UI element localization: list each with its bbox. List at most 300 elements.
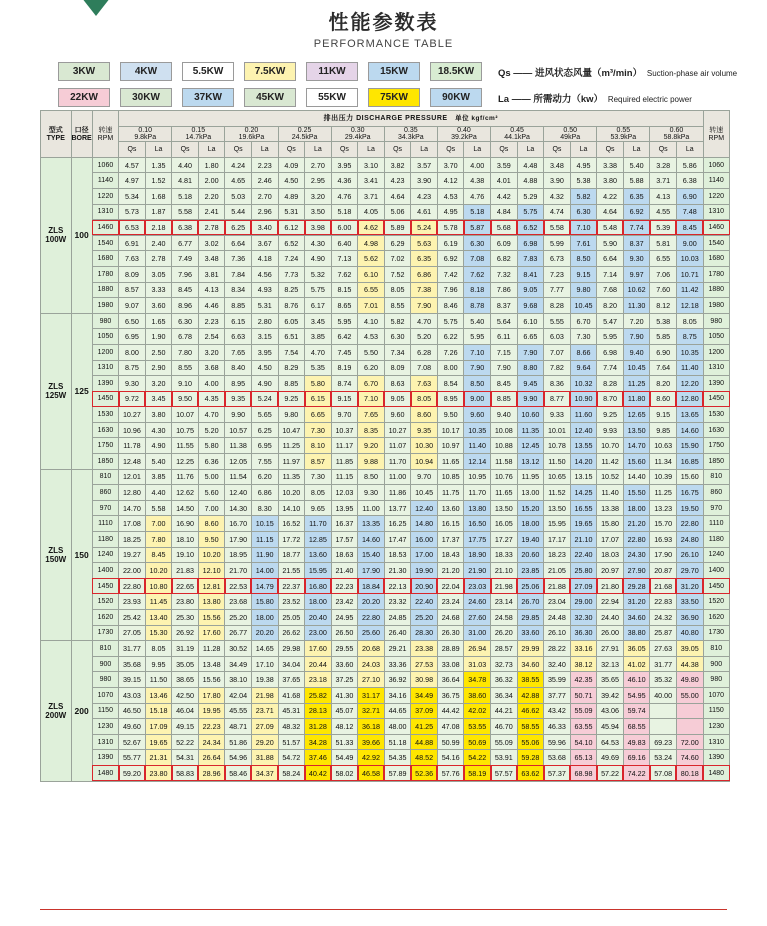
cell-la: 8.66 [570, 344, 597, 360]
cell-la: 13.80 [198, 594, 225, 610]
cell-la: 3.90 [411, 173, 438, 189]
cell-qs: 26.62 [278, 625, 305, 641]
cell-qs: 27.05 [119, 625, 146, 641]
cell-la: 4.48 [517, 157, 544, 173]
cell-qs: 4.74 [544, 204, 571, 220]
cell-la: 68.98 [570, 765, 597, 781]
cell-la [676, 703, 703, 719]
cell-qs: 46.04 [172, 703, 199, 719]
cell-la: 5.62 [358, 251, 385, 267]
cell-qs [650, 703, 677, 719]
cell-qs: 7.63 [119, 251, 146, 267]
cell-la: 15.18 [145, 703, 172, 719]
row-rpm-left: 970 [92, 500, 118, 516]
cell-qs: 6.40 [331, 235, 358, 251]
cell-la: 3.60 [145, 298, 172, 314]
cell-qs: 11.17 [331, 438, 358, 454]
cell-qs: 50.99 [437, 734, 464, 750]
cell-la: 27.60 [464, 610, 491, 626]
cell-la: 2.90 [145, 360, 172, 376]
cell-la: 6.95 [251, 438, 278, 454]
cell-la: 7.30 [305, 469, 332, 485]
cell-la: 6.36 [198, 454, 225, 470]
cell-qs: 41.30 [331, 687, 358, 703]
cell-qs: 12.80 [119, 485, 146, 501]
cell-la: 7.10 [358, 391, 385, 407]
cell-la: 12.40 [411, 500, 438, 516]
cell-qs: 8.95 [437, 391, 464, 407]
cell-qs: 33.60 [331, 656, 358, 672]
cell-qs: 8.05 [384, 282, 411, 298]
cell-qs: 11.97 [278, 454, 305, 470]
cell-qs: 7.06 [650, 266, 677, 282]
cell-la: 10.35 [464, 422, 491, 438]
cell-qs: 36.92 [384, 672, 411, 688]
cell-la: 5.35 [305, 360, 332, 376]
cell-la: 41.25 [411, 719, 438, 735]
cell-qs: 21.55 [278, 563, 305, 579]
cell-qs: 10.07 [172, 407, 199, 423]
cell-la: 22.80 [358, 610, 385, 626]
cell-la: 8.05 [305, 485, 332, 501]
cell-la: 16.50 [464, 516, 491, 532]
cell-la: 8.18 [464, 282, 491, 298]
cell-la: 9.35 [411, 422, 438, 438]
cell-la: 9.88 [358, 454, 385, 470]
cell-la: 9.05 [517, 282, 544, 298]
cell-qs: 9.15 [331, 391, 358, 407]
row-rpm-right: 1310 [703, 204, 729, 220]
cell-qs: 13.77 [384, 500, 411, 516]
cell-la: 7.61 [570, 235, 597, 251]
cell-qs: 6.51 [278, 329, 305, 345]
cell-qs: 58.24 [278, 765, 305, 781]
cell-la: 10.90 [570, 391, 597, 407]
cell-la: 13.48 [198, 656, 225, 672]
cell-la: 5.58 [145, 500, 172, 516]
cell-qs: 21.10 [491, 563, 518, 579]
cell-la: 10.15 [251, 516, 278, 532]
cell-qs: 7.14 [597, 266, 624, 282]
cell-qs: 6.05 [278, 313, 305, 329]
cell-la: 7.00 [145, 516, 172, 532]
cell-la: 19.65 [570, 516, 597, 532]
cell-la: 8.60 [198, 516, 225, 532]
cell-la: 4.46 [198, 298, 225, 314]
cell-qs: 45.55 [225, 703, 252, 719]
row-rpm-right: 1310 [703, 360, 729, 376]
cell-qs: 44.42 [437, 703, 464, 719]
cell-qs: 5.18 [172, 188, 199, 204]
cell-la: 10.45 [570, 298, 597, 314]
cell-la: 9.64 [570, 360, 597, 376]
cell-la: 4.00 [464, 157, 491, 173]
la-header-3: La [305, 142, 332, 158]
pressure-col-0.20: 0.20 19.6kPa [225, 126, 278, 142]
cell-qs: 16.25 [384, 516, 411, 532]
cell-la: 23.38 [411, 641, 438, 657]
cell-la: 28.96 [198, 765, 225, 781]
cell-qs: 24.40 [597, 610, 624, 626]
cell-qs: 11.65 [437, 454, 464, 470]
row-rpm-right: 1540 [703, 235, 729, 251]
cell-la: 14.80 [411, 516, 438, 532]
cell-la: 9.40 [623, 344, 650, 360]
la-header-0: La [145, 142, 172, 158]
cell-qs: 9.80 [278, 407, 305, 423]
cell-qs: 46.50 [119, 703, 146, 719]
cell-qs: 12.03 [331, 485, 358, 501]
qs-header-0: Qs [119, 142, 146, 158]
row-rpm-left: 1680 [92, 251, 118, 267]
cell-la: 3.67 [251, 235, 278, 251]
cell-la: 5.32 [305, 266, 332, 282]
performance-table-wrapper [40, 110, 730, 782]
cell-la: 49.83 [623, 734, 650, 750]
table-row [41, 298, 730, 314]
cell-la: 36.18 [358, 719, 385, 735]
cell-qs: 43.06 [597, 703, 624, 719]
cell-la: 8.05 [145, 641, 172, 657]
row-rpm-left: 1390 [92, 376, 118, 392]
cell-la: 7.65 [358, 407, 385, 423]
cell-qs: 9.35 [225, 391, 252, 407]
cell-qs: 9.40 [491, 407, 518, 423]
cell-qs: 10.85 [437, 469, 464, 485]
row-rpm-right: 1390 [703, 750, 729, 766]
table-row [41, 344, 730, 360]
cell-qs: 22.13 [384, 578, 411, 594]
cell-la: 6.70 [570, 313, 597, 329]
cell-qs: 10.52 [597, 469, 624, 485]
cell-qs: 6.55 [650, 251, 677, 267]
table-row [41, 469, 730, 485]
cell-qs: 7.80 [172, 344, 199, 360]
cell-la: 50.69 [464, 734, 491, 750]
cell-la: 2.50 [145, 344, 172, 360]
cell-la: 4.70 [305, 344, 332, 360]
cell-la: 8.35 [358, 422, 385, 438]
cell-la: 46.10 [623, 672, 650, 688]
cell-la: 8.05 [411, 391, 438, 407]
row-rpm-right: 1620 [703, 610, 729, 626]
cell-qs: 8.19 [331, 360, 358, 376]
cell-la: 37.46 [305, 750, 332, 766]
row-rpm-right: 1390 [703, 376, 729, 392]
cell-qs: 10.27 [119, 407, 146, 423]
cell-la: 19.50 [676, 500, 703, 516]
table-row [41, 485, 730, 501]
cell-la: 9.65 [305, 500, 332, 516]
cell-qs: 16.15 [437, 516, 464, 532]
table-row [41, 188, 730, 204]
cell-la: 4.90 [145, 438, 172, 454]
cell-la: 17.60 [198, 625, 225, 641]
cell-la: 10.45 [411, 485, 438, 501]
kw-chip-90kw: 90KW [430, 88, 482, 107]
kw-chip-55kw: 55KW [306, 88, 358, 107]
cell-qs: 6.90 [650, 344, 677, 360]
kw-chip-18.5kw: 18.5KW [430, 62, 482, 81]
cell-qs: 14.30 [225, 500, 252, 516]
cell-la: 3.15 [251, 329, 278, 345]
table-row [41, 516, 730, 532]
cell-la: 13.00 [517, 485, 544, 501]
cell-la: 5.29 [517, 188, 544, 204]
cell-qs: 3.70 [437, 157, 464, 173]
cell-la: 4.95 [570, 157, 597, 173]
cell-la: 13.15 [570, 469, 597, 485]
cell-la: 4.70 [411, 313, 438, 329]
cell-qs: 21.83 [172, 563, 199, 579]
qs-header-10: Qs [650, 142, 677, 158]
row-rpm-left: 1730 [92, 625, 118, 641]
cell-la: 8.41 [517, 266, 544, 282]
row-rpm-right: 1240 [703, 547, 729, 563]
pressure-col-0.35: 0.35 34.3kPa [384, 126, 437, 142]
row-rpm-left: 810 [92, 641, 118, 657]
kw-chip-30kw: 30KW [120, 88, 172, 107]
cell-la: 26.64 [198, 750, 225, 766]
cell-la: 12.40 [570, 422, 597, 438]
cell-qs: 10.65 [544, 469, 571, 485]
cell-qs: 4.24 [225, 157, 252, 173]
qs-header-1: Qs [172, 142, 199, 158]
cell-qs: 3.82 [384, 157, 411, 173]
cell-qs: 13.50 [544, 500, 571, 516]
cell-qs: 10.97 [437, 438, 464, 454]
cell-qs: 57.22 [597, 765, 624, 781]
cell-qs: 17.72 [278, 532, 305, 548]
cell-qs: 7.24 [278, 251, 305, 267]
row-rpm-left: 1540 [92, 235, 118, 251]
row-rpm-left: 1450 [92, 391, 118, 407]
cell-la: 21.98 [251, 687, 278, 703]
cell-la: 2.96 [251, 204, 278, 220]
cell-qs: 4.32 [544, 188, 571, 204]
cell-qs: 4.13 [650, 188, 677, 204]
cell-la: 5.40 [623, 157, 650, 173]
row-rpm-left: 1060 [92, 157, 118, 173]
cell-qs: 17.37 [437, 532, 464, 548]
row-rpm-left: 1220 [92, 188, 118, 204]
cell-qs: 11.50 [544, 454, 571, 470]
cell-qs: 4.65 [225, 173, 252, 189]
cell-qs: 37.77 [544, 687, 571, 703]
cell-la: 8.45 [676, 220, 703, 236]
cell-qs: 11.38 [225, 438, 252, 454]
row-rpm-left: 1480 [92, 765, 118, 781]
cell-qs: 19.27 [119, 547, 146, 563]
row-rpm-right: 1060 [703, 157, 729, 173]
cell-qs: 8.12 [650, 298, 677, 314]
cell-qs: 8.63 [384, 376, 411, 392]
cell-qs: 22.83 [650, 594, 677, 610]
table-row [41, 282, 730, 298]
cell-la: 1.87 [145, 204, 172, 220]
cell-la: 22.80 [623, 532, 650, 548]
cell-la: 16.85 [676, 454, 703, 470]
cell-qs: 49.60 [119, 719, 146, 735]
cell-la: 15.56 [198, 610, 225, 626]
cell-la: 8.78 [464, 298, 491, 314]
cell-qs: 16.70 [225, 516, 252, 532]
cell-la: 46.62 [517, 703, 544, 719]
cell-qs: 10.27 [384, 422, 411, 438]
cell-qs: 17.90 [650, 547, 677, 563]
cell-qs: 6.12 [278, 220, 305, 236]
cell-qs: 5.55 [544, 313, 571, 329]
cell-qs: 7.36 [225, 251, 252, 267]
cell-la: 20.40 [305, 610, 332, 626]
cell-la: 13.46 [145, 687, 172, 703]
cell-qs: 58.83 [172, 765, 199, 781]
pressure-col-0.55: 0.55 53.9kPa [597, 126, 650, 142]
cell-la: 14.20 [570, 454, 597, 470]
cell-qs: 4.64 [597, 204, 624, 220]
cell-la: 4.10 [358, 313, 385, 329]
cell-qs: 18.23 [544, 547, 571, 563]
cell-qs: 48.71 [225, 719, 252, 735]
table-row [41, 719, 730, 735]
cell-qs: 12.01 [119, 469, 146, 485]
cell-qs: 7.60 [650, 282, 677, 298]
cell-qs: 16.05 [491, 516, 518, 532]
cell-la: 3.45 [145, 391, 172, 407]
cell-qs: 6.92 [437, 251, 464, 267]
cell-la: 15.40 [358, 547, 385, 563]
cell-qs: 9.25 [597, 407, 624, 423]
cell-la: 34.37 [251, 765, 278, 781]
cell-la: 2.18 [145, 220, 172, 236]
cell-la: 4.38 [464, 173, 491, 189]
table-header-row-1 [41, 111, 730, 127]
cell-qs: 13.38 [597, 500, 624, 516]
cell-la: 7.48 [676, 204, 703, 220]
cell-qs: 9.70 [331, 407, 358, 423]
row-rpm-left: 1620 [92, 610, 118, 626]
cell-la: 3.95 [251, 344, 278, 360]
cell-la: 5.87 [464, 220, 491, 236]
cell-la: 55.00 [676, 687, 703, 703]
cell-qs: 5.99 [544, 235, 571, 251]
cell-la: 2.95 [305, 173, 332, 189]
cell-la: 38.12 [570, 656, 597, 672]
cell-qs: 51.18 [384, 734, 411, 750]
cell-la: 5.65 [251, 407, 278, 423]
table-row [41, 750, 730, 766]
cell-la: 6.92 [623, 204, 650, 220]
corner-triangle-decoration [60, 0, 132, 16]
cell-la: 15.60 [676, 469, 703, 485]
cell-la: 3.48 [198, 251, 225, 267]
cell-la: 3.85 [145, 469, 172, 485]
cell-qs: 37.25 [331, 672, 358, 688]
cell-qs: 6.19 [437, 235, 464, 251]
cell-la: 26.70 [517, 594, 544, 610]
cell-qs: 48.00 [384, 719, 411, 735]
cell-la: 8.45 [145, 547, 172, 563]
cell-qs: 4.40 [172, 157, 199, 173]
pressure-col-0.30: 0.30 29.4kPa [331, 126, 384, 142]
cell-la: 22.40 [411, 594, 438, 610]
cell-qs: 23.52 [278, 594, 305, 610]
table-row [41, 329, 730, 345]
row-rpm-left: 1150 [92, 703, 118, 719]
cell-qs: 8.00 [437, 360, 464, 376]
cell-la: 42.92 [358, 750, 385, 766]
cell-la: 11.00 [358, 500, 385, 516]
cell-qs: 6.29 [384, 235, 411, 251]
cell-la: 3.40 [251, 220, 278, 236]
cell-qs: 10.88 [491, 438, 518, 454]
cell-qs: 6.64 [225, 235, 252, 251]
cell-qs: 4.09 [278, 157, 305, 173]
cell-qs: 45.31 [278, 703, 305, 719]
row-rpm-left: 980 [92, 672, 118, 688]
cell-la: 1.52 [145, 173, 172, 189]
cell-la: 25.06 [517, 578, 544, 594]
table-row [41, 578, 730, 594]
cell-la: 10.30 [411, 438, 438, 454]
cell-qs: 7.96 [437, 282, 464, 298]
cell-la: 4.13 [198, 282, 225, 298]
cell-qs: 7.64 [650, 360, 677, 376]
cell-qs: 13.60 [437, 500, 464, 516]
cell-qs: 41.68 [278, 687, 305, 703]
cell-qs: 4.57 [119, 157, 146, 173]
cell-la: 12.20 [676, 376, 703, 392]
cell-la: 13.55 [570, 438, 597, 454]
row-rpm-right: 1850 [703, 454, 729, 470]
cell-la: 10.62 [623, 282, 650, 298]
table-row [41, 376, 730, 392]
cell-la: 6.55 [358, 282, 385, 298]
header-discharge-pressure: 排出压力 DISCHARGE PRESSURE 单位 kgf/cm² [119, 111, 703, 127]
cell-la: 2.78 [145, 251, 172, 267]
cell-qs: 37.65 [278, 672, 305, 688]
cell-la: 63.62 [517, 765, 544, 781]
cell-la: 3.45 [305, 313, 332, 329]
cell-la: 14.60 [676, 422, 703, 438]
cell-la: 5.50 [358, 344, 385, 360]
cell-la: 15.60 [623, 454, 650, 470]
cell-qs: 5.95 [597, 329, 624, 345]
cell-qs: 9.33 [544, 407, 571, 423]
row-rpm-right: 1730 [703, 625, 729, 641]
cell-la: 7.90 [623, 329, 650, 345]
cell-la: 9.68 [517, 298, 544, 314]
cell-qs: 3.71 [650, 173, 677, 189]
cell-la: 3.20 [305, 188, 332, 204]
cell-qs: 22.94 [597, 594, 624, 610]
cell-qs: 57.76 [437, 765, 464, 781]
cell-la: 7.30 [305, 422, 332, 438]
cell-la: 53.55 [464, 719, 491, 735]
cell-la: 17.60 [305, 641, 332, 657]
cell-qs: 55.77 [119, 750, 146, 766]
row-rpm-right: 1180 [703, 532, 729, 548]
table-row [41, 438, 730, 454]
cell-qs: 23.14 [491, 594, 518, 610]
cell-qs: 7.23 [544, 266, 571, 282]
cell-la: 13.50 [623, 422, 650, 438]
cell-la: 3.57 [411, 157, 438, 173]
cell-la: 10.80 [145, 578, 172, 594]
kw-chip-15kw: 15KW [368, 62, 420, 81]
cell-qs: 5.44 [225, 204, 252, 220]
cell-qs: 5.78 [437, 220, 464, 236]
